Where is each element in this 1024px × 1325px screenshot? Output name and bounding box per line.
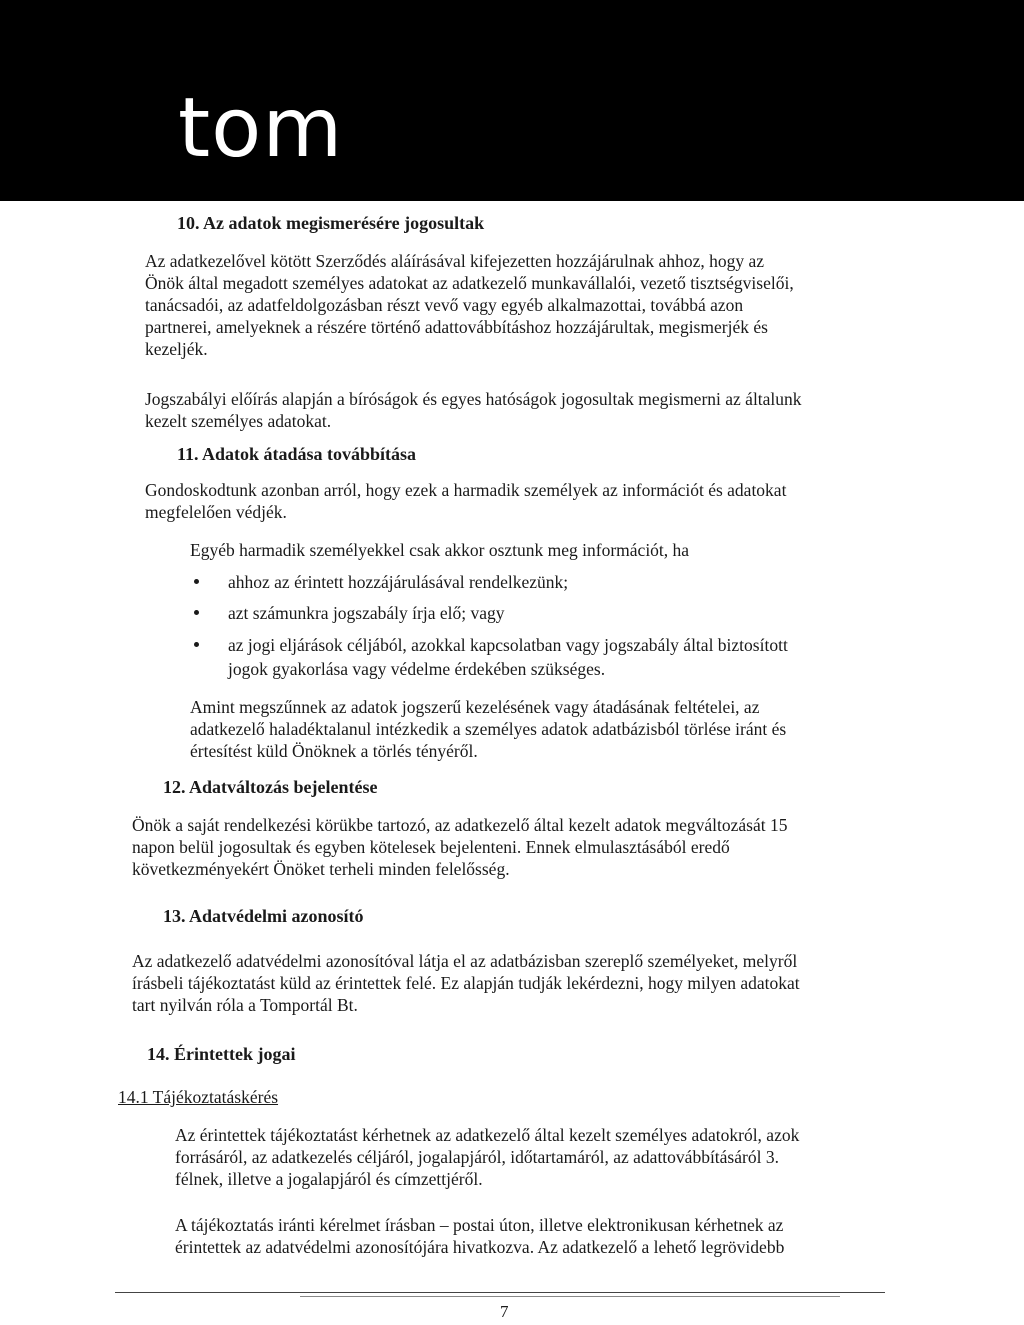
section-10-heading: 10. Az adatok megismerésére jogosultak <box>177 213 485 233</box>
text-line: megfelelően védjék. <box>145 502 287 522</box>
footer-divider <box>115 1292 885 1293</box>
text-line: partnerei, amelyeknek a részére történő adattovábbításhoz hozzájárultak, megismerjék és <box>145 317 768 337</box>
section-11-paragraph-1 <box>145 479 786 523</box>
text-line: A tájékoztatás iránti kérelmet írásban – postai úton, illetve elektronikusan kérhetnek az <box>175 1215 784 1235</box>
section-10-paragraph-2 <box>145 388 802 432</box>
text-line: kezelt személyes adatokat. <box>145 411 332 431</box>
text-line: félnek, illetve a jogalapjáról és címzettjéről. <box>175 1169 483 1189</box>
header-band <box>0 0 1024 200</box>
section-12-heading: 12. Adatváltozás bejelentése <box>163 777 378 797</box>
text-line: adatkezelő haladéktalanul intézkedik a személyes adatok adatbázisból törlése iránt és <box>190 719 787 739</box>
section-14-paragraph-1 <box>175 1124 799 1190</box>
text-line: tanácsadói, az adatfeldolgozásban részt vevő vagy egyéb alkalmazottai, továbbá azon <box>145 295 744 315</box>
list-item-continuation: jogok gyakorlása vagy védelme érdekében szükséges. <box>228 659 606 679</box>
section-11-paragraph-3 <box>190 696 786 762</box>
text-line: írásbeli tájékoztatást küld az érintettek felé. Ez alapján tudják lekérdezni, hogy milyen adatokat <box>132 973 800 993</box>
page-number: 7 <box>500 1302 509 1321</box>
section-11-paragraph-2: Egyéb harmadik személyekkel csak akkor osztunk meg információt, ha <box>190 540 690 560</box>
text-line: forrásáról, az adatkezelés céljáról, jogalapjáról, időtartamáról, az adattovábbításáról 3. <box>175 1147 779 1167</box>
text-line: Önök által megadott személyes adatokat az adatkezelő munkavállalói, vezető tisztségviselői, <box>145 273 794 293</box>
section-12-paragraph <box>132 814 787 880</box>
section-13-heading: 13. Adatvédelmi azonosító <box>163 906 364 926</box>
bullet-icon <box>194 579 199 584</box>
brand-logo: tom <box>178 81 344 176</box>
divider <box>0 200 1024 201</box>
text-line: tart nyilván róla a Tomportál Bt. <box>132 995 358 1015</box>
list-item: ahhoz az érintett hozzájárulásával rendelkezünk; <box>228 572 569 592</box>
list-item: az jogi eljárások céljából, azokkal kapcsolatban vagy jogszabály által biztosított <box>228 635 788 655</box>
section-13-paragraph <box>132 950 800 1016</box>
text-line: Jogszabályi előírás alapján a bíróságok és egyes hatóságok jogosultak megismerni az általunk <box>145 389 802 409</box>
text-line: Az érintettek tájékoztatást kérhetnek az adatkezelő által kezelt személyes adatokról, azok <box>175 1125 800 1145</box>
section-14-heading: 14. Érintettek jogai <box>147 1044 296 1064</box>
text-line: Az adatkezelő adatvédelmi azonosítóval látja el az adatbázisban szereplő személyeket, melyről <box>132 951 798 971</box>
text-line: Amint megszűnnek az adatok jogszerű kezelésének vagy átadásának feltételei, az <box>190 697 760 717</box>
text-line: értesítést küld Önöknek a törlés tényéről. <box>190 741 478 761</box>
footer-divider <box>300 1296 840 1297</box>
section-14-1-subheading: 14.1 Tájékoztatáskérés <box>118 1087 279 1107</box>
text-line: Önök a saját rendelkezési körükbe tartozó, az adatkezelő által kezelt adatok megváltozását 15 <box>132 815 788 835</box>
text-line: következményekért Önöket terheli minden felelősség. <box>132 859 510 879</box>
bullet-icon <box>194 642 199 647</box>
text-line: érintettek az adatvédelmi azonosítójára hivatkozva. Az adatkezelő a lehető legrövidebb <box>175 1237 785 1257</box>
text-line: napon belül jogosultak és egyben kötelesek bejelenteni. Ennek elmulasztásából eredő <box>132 837 730 857</box>
text-line: kezeljék. <box>145 339 208 359</box>
bullet-icon <box>194 610 199 615</box>
list-item: azt számunkra jogszabály írja elő; vagy <box>228 603 505 623</box>
section-11-heading: 11. Adatok átadása továbbítása <box>177 444 417 464</box>
text-line: Az adatkezelővel kötött Szerződés aláírásával kifejezetten hozzájárulnak ahhoz, hogy az <box>145 251 765 271</box>
section-14-paragraph-2 <box>175 1214 784 1258</box>
text-line: Gondoskodtunk azonban arról, hogy ezek a harmadik személyek az információt és adatokat <box>145 480 787 500</box>
section-10-paragraph-1 <box>145 250 794 360</box>
